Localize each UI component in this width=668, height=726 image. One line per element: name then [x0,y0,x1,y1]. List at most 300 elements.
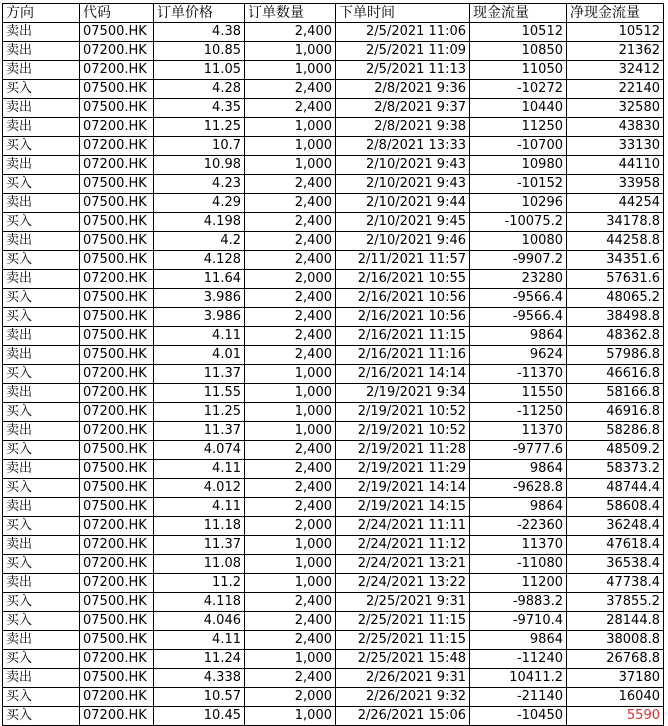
cell-cash-flow: -9628.8 [470,479,567,498]
cell-order-price: 4.11 [154,498,245,517]
cell-code: 07500.HK [80,80,154,99]
cell-order-time: 2/8/2021 9:37 [336,99,470,118]
cell-order-price: 4.11 [154,460,245,479]
table-row [3,536,664,555]
cell-code: 07500.HK [80,498,154,517]
cell-order-qty: 1,000 [245,384,336,403]
cell-code: 07500.HK [80,175,154,194]
table-row [3,156,664,175]
table-row [3,460,664,479]
cell-net-cash-flow: 44110 [567,156,664,175]
cell-cash-flow: 9864 [470,631,567,650]
table-row [3,574,664,593]
cell-net-cash-flow: 58286.8 [567,422,664,441]
table-row [3,441,664,460]
cell-order-qty: 2,400 [245,23,336,42]
cell-order-time: 2/19/2021 10:52 [336,422,470,441]
cell-net-cash-flow: 36538.4 [567,555,664,574]
cell-net-cash-flow: 58373.2 [567,460,664,479]
cell-direction: 买入 [3,593,80,612]
cell-direction: 卖出 [3,498,80,517]
table-row [3,270,664,289]
header-net-cash-flow: 净现金流量 [567,4,664,23]
cell-order-qty: 2,000 [245,688,336,707]
cell-order-qty: 1,000 [245,707,336,726]
cell-net-cash-flow: 46916.8 [567,403,664,422]
cell-order-qty: 2,400 [245,99,336,118]
cell-net-cash-flow: 38498.8 [567,308,664,327]
cell-net-cash-flow: 32580 [567,99,664,118]
cell-order-time: 2/25/2021 9:31 [336,593,470,612]
cell-direction: 买入 [3,365,80,384]
cell-cash-flow: 11200 [470,574,567,593]
table-row [3,650,664,669]
cell-cash-flow: -9710.4 [470,612,567,631]
table-row [3,61,664,80]
cell-order-price: 11.37 [154,422,245,441]
cell-order-price: 4.338 [154,669,245,688]
cell-order-time: 2/8/2021 9:38 [336,118,470,137]
cell-code: 07500.HK [80,327,154,346]
cell-direction: 卖出 [3,118,80,137]
cell-order-price: 4.38 [154,23,245,42]
cell-net-cash-flow: 48065.2 [567,289,664,308]
cell-direction: 卖出 [3,232,80,251]
cell-order-qty: 2,400 [245,175,336,194]
cell-net-cash-flow: 32412 [567,61,664,80]
table-row [3,23,664,42]
cell-net-cash-flow: 44258.8 [567,232,664,251]
cell-order-price: 4.35 [154,99,245,118]
cell-order-time: 2/25/2021 11:15 [336,612,470,631]
cell-net-cash-flow: 22140 [567,80,664,99]
cell-order-qty: 2,400 [245,460,336,479]
cell-code: 07200.HK [80,384,154,403]
cell-order-price: 11.55 [154,384,245,403]
cell-order-price: 11.37 [154,536,245,555]
cell-order-price: 11.05 [154,61,245,80]
cell-cash-flow: -10272 [470,80,567,99]
cell-code: 07500.HK [80,213,154,232]
cell-net-cash-flow: 47618.4 [567,536,664,555]
cell-code: 07500.HK [80,631,154,650]
table-row [3,612,664,631]
cell-order-price: 4.28 [154,80,245,99]
cell-direction: 卖出 [3,194,80,213]
cell-cash-flow: 10296 [470,194,567,213]
cell-code: 07500.HK [80,593,154,612]
cell-order-qty: 1,000 [245,365,336,384]
cell-order-price: 11.2 [154,574,245,593]
cell-net-cash-flow: 34351.6 [567,251,664,270]
cell-order-time: 2/19/2021 9:34 [336,384,470,403]
cell-code: 07200.HK [80,555,154,574]
cell-order-price: 10.57 [154,688,245,707]
cell-direction: 买入 [3,403,80,422]
cell-direction: 买入 [3,517,80,536]
cell-order-qty: 1,000 [245,42,336,61]
cell-code: 07200.HK [80,61,154,80]
cell-cash-flow: 11050 [470,61,567,80]
cell-cash-flow: -21140 [470,688,567,707]
cell-direction: 买入 [3,441,80,460]
table-row [3,42,664,61]
cell-direction: 卖出 [3,536,80,555]
cell-cash-flow: -11370 [470,365,567,384]
table-row [3,175,664,194]
cell-direction: 卖出 [3,631,80,650]
table-row [3,251,664,270]
cell-order-qty: 2,400 [245,669,336,688]
cell-order-qty: 2,400 [245,631,336,650]
cell-code: 07500.HK [80,441,154,460]
table-row [3,213,664,232]
table-row [3,232,664,251]
cell-net-cash-flow: 37180 [567,669,664,688]
table-row [3,479,664,498]
cell-direction: 卖出 [3,156,80,175]
cell-code: 07200.HK [80,688,154,707]
cell-cash-flow: -22360 [470,517,567,536]
cell-cash-flow: 11370 [470,536,567,555]
cell-cash-flow: 10512 [470,23,567,42]
cell-order-time: 2/19/2021 14:15 [336,498,470,517]
cell-order-price: 4.23 [154,175,245,194]
cell-direction: 买入 [3,213,80,232]
cell-cash-flow: 9864 [470,498,567,517]
cell-code: 07200.HK [80,365,154,384]
table-row [3,688,664,707]
cell-direction: 卖出 [3,422,80,441]
cell-direction: 卖出 [3,346,80,365]
cell-code: 07200.HK [80,137,154,156]
cell-net-cash-flow: 57631.6 [567,270,664,289]
cell-cash-flow: 11250 [470,118,567,137]
cell-code: 07500.HK [80,460,154,479]
cell-code: 07200.HK [80,42,154,61]
cell-cash-flow: -11240 [470,650,567,669]
table-row [3,118,664,137]
cell-direction: 卖出 [3,669,80,688]
cell-code: 07500.HK [80,251,154,270]
cell-cash-flow: -9883.2 [470,593,567,612]
cell-cash-flow: -11250 [470,403,567,422]
cell-cash-flow: 10411.2 [470,669,567,688]
table-row [3,422,664,441]
cell-net-cash-flow: 33958 [567,175,664,194]
cell-code: 07200.HK [80,650,154,669]
cell-direction: 买入 [3,479,80,498]
cell-net-cash-flow: 33130 [567,137,664,156]
cell-net-cash-flow: 44254 [567,194,664,213]
cell-order-qty: 1,000 [245,403,336,422]
cell-code: 07500.HK [80,479,154,498]
cell-order-qty: 2,000 [245,270,336,289]
cell-cash-flow: -10700 [470,137,567,156]
cell-order-qty: 1,000 [245,61,336,80]
cell-order-qty: 1,000 [245,574,336,593]
trade-log-table [2,3,664,726]
header-order-time: 下单时间 [336,4,470,23]
table-row [3,80,664,99]
cell-cash-flow: -10152 [470,175,567,194]
table-row [3,669,664,688]
cell-net-cash-flow: 26768.8 [567,650,664,669]
cell-direction: 买入 [3,251,80,270]
header-order-price: 订单价格 [154,4,245,23]
cell-direction: 买入 [3,137,80,156]
cell-order-time: 2/16/2021 14:14 [336,365,470,384]
cell-order-time: 2/24/2021 13:21 [336,555,470,574]
cell-net-cash-flow: 28144.8 [567,612,664,631]
cell-code: 07200.HK [80,156,154,175]
cell-order-qty: 1,000 [245,555,336,574]
cell-order-time: 2/8/2021 13:33 [336,137,470,156]
cell-net-cash-flow: 57986.8 [567,346,664,365]
cell-order-time: 2/24/2021 11:11 [336,517,470,536]
cell-net-cash-flow: 58166.8 [567,384,664,403]
cell-cash-flow: -10450 [470,707,567,726]
cell-order-time: 2/19/2021 14:14 [336,479,470,498]
cell-code: 07200.HK [80,707,154,726]
cell-cash-flow: 10850 [470,42,567,61]
cell-code: 07500.HK [80,289,154,308]
cell-net-cash-flow: 10512 [567,23,664,42]
cell-order-qty: 1,000 [245,137,336,156]
cell-order-qty: 2,400 [245,441,336,460]
cell-order-time: 2/10/2021 9:44 [336,194,470,213]
cell-direction: 买入 [3,555,80,574]
cell-order-qty: 2,400 [245,498,336,517]
cell-order-price: 4.29 [154,194,245,213]
cell-order-time: 2/5/2021 11:09 [336,42,470,61]
table-row [3,194,664,213]
table-row [3,631,664,650]
cell-code: 07500.HK [80,99,154,118]
cell-order-price: 10.45 [154,707,245,726]
cell-code: 07500.HK [80,346,154,365]
table-row [3,403,664,422]
cell-order-price: 10.98 [154,156,245,175]
cell-net-cash-flow: 58608.4 [567,498,664,517]
cell-code: 07200.HK [80,422,154,441]
cell-order-time: 2/19/2021 11:29 [336,460,470,479]
cell-direction: 买入 [3,175,80,194]
cell-direction: 卖出 [3,384,80,403]
table-row [3,99,664,118]
cell-cash-flow: -9566.4 [470,289,567,308]
cell-cash-flow: -11080 [470,555,567,574]
cell-direction: 卖出 [3,42,80,61]
cell-order-price: 11.25 [154,118,245,137]
table-row [3,137,664,156]
cell-order-time: 2/11/2021 11:57 [336,251,470,270]
cell-order-price: 11.25 [154,403,245,422]
cell-net-cash-flow: 47738.4 [567,574,664,593]
cell-cash-flow: 10440 [470,99,567,118]
cell-order-qty: 2,400 [245,327,336,346]
cell-order-price: 4.074 [154,441,245,460]
cell-order-price: 4.118 [154,593,245,612]
cell-cash-flow: 10980 [470,156,567,175]
cell-order-qty: 2,400 [245,251,336,270]
cell-order-time: 2/26/2021 9:31 [336,669,470,688]
table-row [3,289,664,308]
cell-code: 07200.HK [80,118,154,137]
table-row [3,308,664,327]
cell-direction: 买入 [3,650,80,669]
cell-direction: 卖出 [3,327,80,346]
cell-order-time: 2/10/2021 9:46 [336,232,470,251]
cell-order-time: 2/5/2021 11:06 [336,23,470,42]
cell-order-price: 4.128 [154,251,245,270]
cell-code: 07200.HK [80,517,154,536]
cell-order-time: 2/8/2021 9:36 [336,80,470,99]
table-row [3,346,664,365]
table-row [3,555,664,574]
cell-code: 07500.HK [80,669,154,688]
cell-net-cash-flow: 5590 [567,707,664,726]
cell-net-cash-flow: 43830 [567,118,664,137]
cell-direction: 买入 [3,612,80,631]
cell-order-price: 4.012 [154,479,245,498]
cell-order-qty: 2,400 [245,194,336,213]
cell-order-price: 4.2 [154,232,245,251]
cell-net-cash-flow: 48509.2 [567,441,664,460]
cell-order-time: 2/10/2021 9:43 [336,156,470,175]
cell-order-time: 2/26/2021 15:06 [336,707,470,726]
header-cash-flow: 现金流量 [470,4,567,23]
cell-cash-flow: 11550 [470,384,567,403]
cell-code: 07200.HK [80,270,154,289]
cell-order-time: 2/19/2021 11:28 [336,441,470,460]
cell-net-cash-flow: 16040 [567,688,664,707]
cell-order-time: 2/24/2021 11:12 [336,536,470,555]
cell-order-time: 2/26/2021 9:32 [336,688,470,707]
cell-code: 07200.HK [80,574,154,593]
cell-net-cash-flow: 38008.8 [567,631,664,650]
cell-order-time: 2/16/2021 11:15 [336,327,470,346]
cell-code: 07500.HK [80,194,154,213]
cell-code: 07500.HK [80,232,154,251]
cell-code: 07500.HK [80,23,154,42]
table-row [3,384,664,403]
cell-direction: 卖出 [3,460,80,479]
cell-code: 07200.HK [80,403,154,422]
cell-order-price: 4.01 [154,346,245,365]
cell-cash-flow: 11370 [470,422,567,441]
cell-order-price: 11.64 [154,270,245,289]
cell-direction: 买入 [3,308,80,327]
cell-order-time: 2/10/2021 9:45 [336,213,470,232]
cell-cash-flow: 9864 [470,460,567,479]
cell-code: 07500.HK [80,612,154,631]
cell-direction: 卖出 [3,99,80,118]
cell-direction: 买入 [3,707,80,726]
table-row [3,365,664,384]
table-row [3,707,664,726]
cell-order-qty: 2,400 [245,213,336,232]
cell-code: 07500.HK [80,308,154,327]
cell-order-qty: 2,400 [245,593,336,612]
header-code: 代码 [80,4,154,23]
cell-order-time: 2/10/2021 9:43 [336,175,470,194]
cell-direction: 买入 [3,289,80,308]
cell-cash-flow: 10080 [470,232,567,251]
table-row [3,498,664,517]
cell-order-qty: 1,000 [245,118,336,137]
cell-order-qty: 2,400 [245,612,336,631]
cell-cash-flow: 9864 [470,327,567,346]
header-row [3,4,664,23]
cell-cash-flow: -10075.2 [470,213,567,232]
cell-net-cash-flow: 37855.2 [567,593,664,612]
cell-cash-flow: -9566.4 [470,308,567,327]
cell-net-cash-flow: 48744.4 [567,479,664,498]
cell-direction: 卖出 [3,270,80,289]
cell-order-time: 2/25/2021 15:48 [336,650,470,669]
cell-direction: 买入 [3,688,80,707]
cell-order-time: 2/5/2021 11:13 [336,61,470,80]
cell-order-time: 2/24/2021 13:22 [336,574,470,593]
cell-order-price: 4.11 [154,327,245,346]
cell-order-price: 10.7 [154,137,245,156]
cell-order-price: 4.11 [154,631,245,650]
cell-net-cash-flow: 34178.8 [567,213,664,232]
cell-order-price: 4.046 [154,612,245,631]
cell-cash-flow: 9624 [470,346,567,365]
cell-order-qty: 1,000 [245,422,336,441]
cell-direction: 卖出 [3,574,80,593]
cell-order-time: 2/16/2021 10:55 [336,270,470,289]
cell-order-qty: 2,400 [245,346,336,365]
table-row [3,593,664,612]
cell-net-cash-flow: 21362 [567,42,664,61]
cell-order-price: 4.198 [154,213,245,232]
cell-order-time: 2/16/2021 10:56 [336,308,470,327]
cell-order-price: 10.85 [154,42,245,61]
cell-order-qty: 2,000 [245,517,336,536]
cell-net-cash-flow: 46616.8 [567,365,664,384]
cell-order-price: 3.986 [154,289,245,308]
header-direction: 方向 [3,4,80,23]
table-body [3,23,664,726]
cell-cash-flow: 23280 [470,270,567,289]
cell-order-price: 3.986 [154,308,245,327]
cell-cash-flow: -9907.2 [470,251,567,270]
cell-order-time: 2/25/2021 11:15 [336,631,470,650]
cell-order-qty: 2,400 [245,289,336,308]
cell-order-qty: 1,000 [245,650,336,669]
cell-order-qty: 2,400 [245,232,336,251]
cell-code: 07200.HK [80,536,154,555]
cell-order-time: 2/16/2021 11:16 [336,346,470,365]
cell-order-qty: 2,400 [245,80,336,99]
cell-order-time: 2/16/2021 10:56 [336,289,470,308]
cell-direction: 卖出 [3,23,80,42]
cell-direction: 买入 [3,80,80,99]
table-row [3,327,664,346]
header-order-qty: 订单数量 [245,4,336,23]
cell-order-qty: 2,400 [245,308,336,327]
cell-net-cash-flow: 48362.8 [567,327,664,346]
table-row [3,517,664,536]
cell-order-price: 11.18 [154,517,245,536]
cell-cash-flow: -9777.6 [470,441,567,460]
cell-order-price: 11.24 [154,650,245,669]
cell-order-price: 11.08 [154,555,245,574]
cell-direction: 卖出 [3,61,80,80]
